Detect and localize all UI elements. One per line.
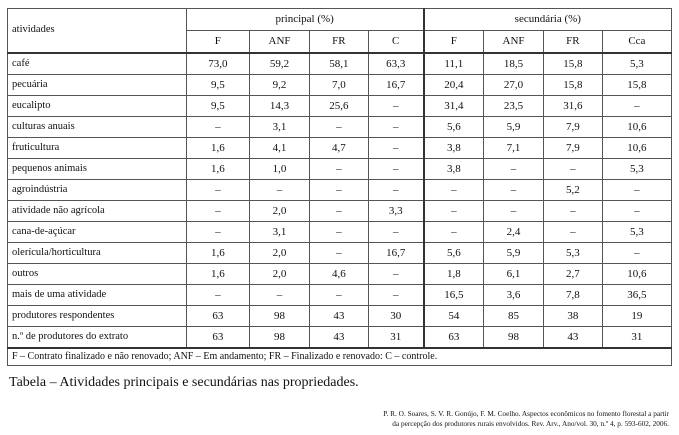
row-label: atividade não agrícola <box>8 201 187 222</box>
row-label: n.º de produtores do extrato <box>8 327 187 349</box>
table-cell: – <box>368 96 423 117</box>
row-label: cana-de-açúcar <box>8 222 187 243</box>
table-cell: 1,6 <box>186 138 249 159</box>
table-cell: – <box>368 222 423 243</box>
col-header-secundaria-anf: ANF <box>484 31 544 54</box>
table-cell: – <box>186 117 249 138</box>
table-cell: 54 <box>424 306 484 327</box>
table-cell: 43 <box>309 327 368 349</box>
table-row <box>8 53 672 75</box>
row-label: olerícula/horticultura <box>8 243 187 264</box>
table-cell: – <box>484 201 544 222</box>
table-cell: – <box>368 138 423 159</box>
row-label: outros <box>8 264 187 285</box>
table-cell: 7,9 <box>544 138 603 159</box>
table-cell: 63 <box>186 327 249 349</box>
table-cell: 6,1 <box>484 264 544 285</box>
table-cell: 4,7 <box>309 138 368 159</box>
table-cell: 9,2 <box>250 75 310 96</box>
table-cell: 4,6 <box>309 264 368 285</box>
table-cell: 1,6 <box>186 243 249 264</box>
table-cell: 18,5 <box>484 53 544 75</box>
table-cell: 5,6 <box>424 117 484 138</box>
table-cell: 63,3 <box>368 53 423 75</box>
table-row <box>8 117 672 138</box>
table-cell: 98 <box>250 306 310 327</box>
table-cell: 31,6 <box>544 96 603 117</box>
table-cell: 2,4 <box>484 222 544 243</box>
table-cell: – <box>186 285 249 306</box>
table-cell: – <box>602 201 671 222</box>
group-principal-header: principal (%) <box>186 9 423 31</box>
row-label: produtores respondentes <box>8 306 187 327</box>
table-cell: 58,1 <box>309 53 368 75</box>
table-cell: – <box>250 285 310 306</box>
table-cell: – <box>368 285 423 306</box>
table-cell: 63 <box>186 306 249 327</box>
table-cell: – <box>602 180 671 201</box>
table-row <box>8 264 672 285</box>
table-row <box>8 138 672 159</box>
table-cell: 7,8 <box>544 285 603 306</box>
table-cell: – <box>186 201 249 222</box>
col-header-principal-anf: ANF <box>250 31 310 54</box>
group-secundaria-header: secundária (%) <box>424 9 672 31</box>
table-cell: 2,7 <box>544 264 603 285</box>
table-cell: 73,0 <box>186 53 249 75</box>
table-cell: – <box>484 159 544 180</box>
table-cell: – <box>309 201 368 222</box>
table-cell: 5,9 <box>484 243 544 264</box>
table-cell: 59,2 <box>250 53 310 75</box>
citation-line-2: da percepção dos produtores rurais envolvidos. Rev. Arv., Ano/vol. 30, n.º 4, p. 593-602, 2006. <box>392 419 669 428</box>
table-row <box>8 201 672 222</box>
table-cell: 30 <box>368 306 423 327</box>
table-cell: 23,5 <box>484 96 544 117</box>
col-header-principal-f: F <box>186 31 249 54</box>
table-cell: 43 <box>309 306 368 327</box>
table-cell: 5,6 <box>424 243 484 264</box>
col-header-secundaria-cca: Cca <box>602 31 671 54</box>
row-label: pequenos animais <box>8 159 187 180</box>
table-cell: 3,3 <box>368 201 423 222</box>
table-cell: – <box>368 180 423 201</box>
table-row <box>8 96 672 117</box>
table-cell: 7,0 <box>309 75 368 96</box>
table-cell: 98 <box>250 327 310 349</box>
table-cell: 10,6 <box>602 138 671 159</box>
table-cell: – <box>424 222 484 243</box>
table-cell: 4,1 <box>250 138 310 159</box>
table-cell: – <box>484 180 544 201</box>
table-cell: 3,1 <box>250 222 310 243</box>
table-cell: 1,0 <box>250 159 310 180</box>
table-cell: 15,8 <box>544 75 603 96</box>
table-row <box>8 222 672 243</box>
table-cell: 11,1 <box>424 53 484 75</box>
table-cell: 36,5 <box>602 285 671 306</box>
table-cell: 27,0 <box>484 75 544 96</box>
row-label: fruticultura <box>8 138 187 159</box>
table-row <box>8 180 672 201</box>
table-cell: 15,8 <box>544 53 603 75</box>
table-row <box>8 327 672 349</box>
table-cell: – <box>309 159 368 180</box>
row-label: mais de uma atividade <box>8 285 187 306</box>
table-cell: 16,7 <box>368 75 423 96</box>
table-cell: – <box>602 96 671 117</box>
table-cell: 9,5 <box>186 96 249 117</box>
table-cell: – <box>309 222 368 243</box>
table-cell: 15,8 <box>602 75 671 96</box>
table-cell: 43 <box>544 327 603 349</box>
table-cell: 31 <box>368 327 423 349</box>
table-cell: 19 <box>602 306 671 327</box>
table-cell: 1,6 <box>186 264 249 285</box>
table-cell: 9,5 <box>186 75 249 96</box>
table-cell: 31,4 <box>424 96 484 117</box>
table-cell: 10,6 <box>602 117 671 138</box>
table-cell: 14,3 <box>250 96 310 117</box>
table-cell: 38 <box>544 306 603 327</box>
table-cell: – <box>544 222 603 243</box>
table-cell: – <box>368 117 423 138</box>
table-cell: 3,1 <box>250 117 310 138</box>
table-row <box>8 75 672 96</box>
col-header-principal-c: C <box>368 31 423 54</box>
table-body <box>8 9 672 366</box>
table-cell: 16,7 <box>368 243 423 264</box>
table-cell: 3,6 <box>484 285 544 306</box>
table-cell: 31 <box>602 327 671 349</box>
table-cell: – <box>368 264 423 285</box>
table-cell: 3,8 <box>424 138 484 159</box>
corner-label: atividades <box>8 9 187 54</box>
table-cell: – <box>424 201 484 222</box>
citation-line-1: P. R. O. Soares, S. V. R. Gonújo, F. M. Coelho. Aspectos econômicos no fomento florestal a partir <box>383 409 669 418</box>
table-cell: 10,6 <box>602 264 671 285</box>
table-cell: – <box>602 243 671 264</box>
table-cell: – <box>368 159 423 180</box>
table-cell: 5,3 <box>602 53 671 75</box>
table-cell: 5,3 <box>602 222 671 243</box>
table-row <box>8 306 672 327</box>
table-cell: 5,2 <box>544 180 603 201</box>
row-label: eucalipto <box>8 96 187 117</box>
table-cell: – <box>309 285 368 306</box>
table-cell: 5,9 <box>484 117 544 138</box>
table-cell: 1,8 <box>424 264 484 285</box>
citation <box>309 409 669 429</box>
table-cell: 98 <box>484 327 544 349</box>
table-cell: – <box>544 159 603 180</box>
table-cell: 16,5 <box>424 285 484 306</box>
table-cell: 2,0 <box>250 264 310 285</box>
table-row <box>8 243 672 264</box>
table-cell: 63 <box>424 327 484 349</box>
table-cell: – <box>250 180 310 201</box>
table-footnote: F – Contrato finalizado e não renovado; ANF – Em andamento; FR – Finalizado e renovado: C – controle. <box>8 348 672 366</box>
table-row <box>8 285 672 306</box>
table-cell: 7,9 <box>544 117 603 138</box>
table-cell: – <box>309 117 368 138</box>
table-row <box>8 159 672 180</box>
col-header-secundaria-fr: FR <box>544 31 603 54</box>
table-cell: – <box>309 243 368 264</box>
table-cell: 85 <box>484 306 544 327</box>
table-caption: Tabela – Atividades principais e secundárias nas propriedades. <box>9 375 359 390</box>
table-cell: – <box>309 180 368 201</box>
table-cell: – <box>186 180 249 201</box>
header-row-groups <box>8 9 672 31</box>
row-label: agroindústria <box>8 180 187 201</box>
table-cell: – <box>544 201 603 222</box>
footnote-row <box>8 348 672 366</box>
col-header-secundaria-f: F <box>424 31 484 54</box>
table-cell: 2,0 <box>250 243 310 264</box>
row-label: café <box>8 53 187 75</box>
table-cell: – <box>186 222 249 243</box>
table-cell: 3,8 <box>424 159 484 180</box>
table-cell: 5,3 <box>602 159 671 180</box>
table-cell: 7,1 <box>484 138 544 159</box>
table-cell: 25,6 <box>309 96 368 117</box>
table-cell: – <box>424 180 484 201</box>
table-cell: 1,6 <box>186 159 249 180</box>
activities-table <box>7 8 672 366</box>
table-cell: 20,4 <box>424 75 484 96</box>
table-cell: 2,0 <box>250 201 310 222</box>
row-label: pecuária <box>8 75 187 96</box>
col-header-principal-fr: FR <box>309 31 368 54</box>
row-label: culturas anuais <box>8 117 187 138</box>
table-cell: 5,3 <box>544 243 603 264</box>
